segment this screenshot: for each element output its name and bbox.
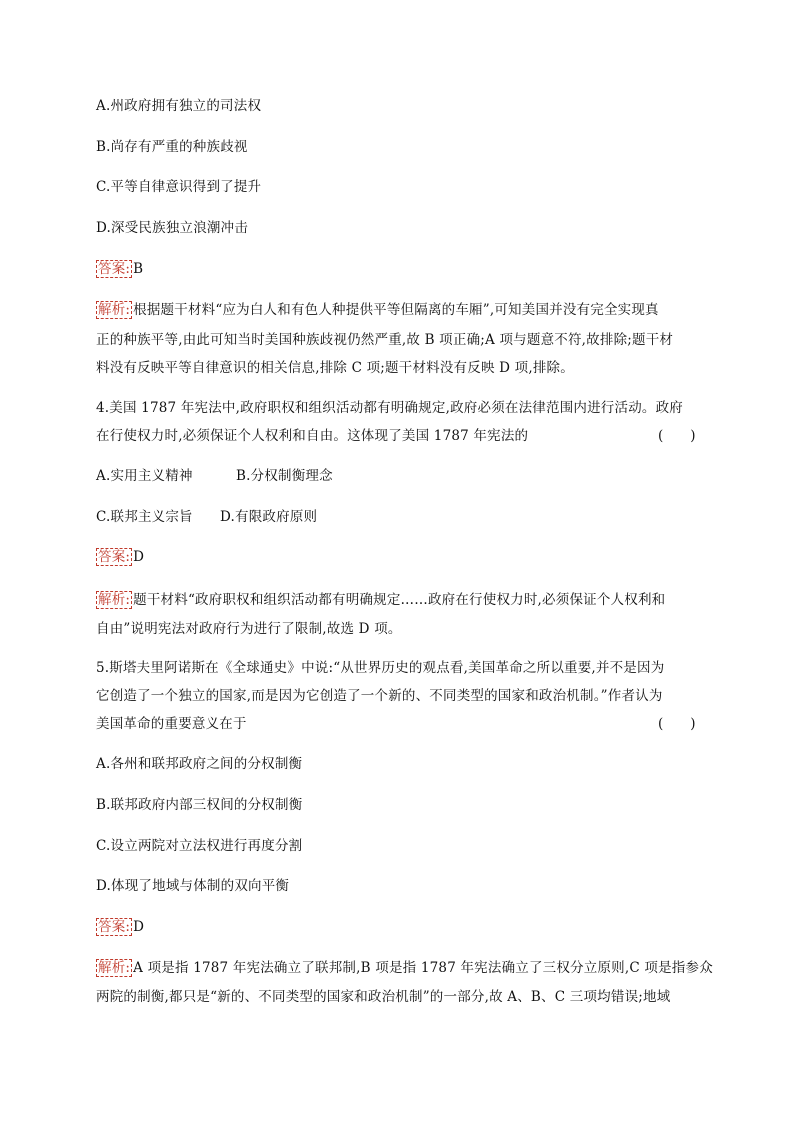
- answer-label: 答案:: [98, 919, 131, 935]
- q3-option-c: C.平等自律意识得到了提升: [96, 179, 262, 195]
- q5-stem-line-3: 美国革命的重要意义在于: [96, 716, 247, 732]
- answer-value: B: [133, 261, 144, 277]
- q3-option-d: D.深受民族独立浪潮冲击: [96, 220, 249, 236]
- q5-answer-paren: ( ): [658, 716, 696, 732]
- q4-answer-paren: ( ): [658, 428, 696, 444]
- q4-analysis-line-2: 自由”说明宪法对政府行为进行了限制,故选 D 项。: [96, 621, 402, 637]
- answer-label: 答案:: [98, 549, 131, 565]
- q4-stem-line-2: 在行使权力时,必须保证个人权利和自由。这体现了美国 1787 年宪法的: [96, 428, 529, 444]
- q5-analysis-line-1: [96, 958, 713, 978]
- q5-analysis-line-2: 两院的制衡,都只是“新的、不同类型的国家和政治机制”的一部分,故 A、B、C 三项均错误;地域: [96, 989, 671, 1005]
- q3-option-b: B.尚存有严重的种族歧视: [96, 139, 248, 155]
- q4-option-b: B.分权制衡理念: [236, 468, 333, 484]
- q3-analysis-line-3: 料没有反映平等自律意识的相关信息,排除 C 项;题干材料没有反映 D 项,排除。: [96, 360, 574, 376]
- answer-label: 答案:: [98, 261, 131, 277]
- analysis-label: 解析:: [98, 960, 131, 976]
- q5-answer: [96, 917, 144, 937]
- q4-option-c: C.联邦主义宗旨: [96, 509, 193, 525]
- q3-answer: [96, 259, 143, 279]
- analysis-text: 题干材料“政府职权和组织活动都有明确规定……政府在行使权力时,必须保证个人权利和: [133, 592, 666, 608]
- analysis-label: 解析:: [98, 302, 131, 318]
- q4-option-a: A.实用主义精神: [96, 468, 193, 484]
- analysis-text: A 项是指 1787 年宪法确立了联邦制,B 项是指 1787 年宪法确立了三权分立原则,C 项是指参众: [133, 960, 713, 976]
- q5-stem-line-1: 5.斯塔夫里阿诺斯在《全球通史》中说:“从世界历史的观点看,美国革命之所以重要,并不是因为: [96, 660, 665, 676]
- q5-stem-line-2: 它创造了一个独立的国家,而是因为它创造了一个新的、不同类型的国家和政治机制。”作者认为: [96, 688, 663, 704]
- q4-option-d: D.有限政府原则: [220, 509, 318, 525]
- q4-analysis-line-1: [96, 590, 665, 610]
- q5-option-b: B.联邦政府内部三权间的分权制衡: [96, 797, 303, 813]
- q3-analysis-line-1: [96, 300, 659, 320]
- q4-stem-line-1: 4.美国 1787 年宪法中,政府职权和组织活动都有明确规定,政府必须在法律范围内进行活动。政府: [96, 400, 684, 416]
- q5-option-c: C.设立两院对立法权进行再度分割: [96, 838, 303, 854]
- q4-options-row-1: [96, 466, 333, 486]
- q3-option-a: A.州政府拥有独立的司法权: [96, 98, 262, 114]
- q4-answer: [96, 547, 144, 567]
- analysis-text: 根据题干材料“应为白人和有色人种提供平等但隔离的车厢”,可知美国并没有完全实现真: [133, 302, 659, 318]
- analysis-label: 解析:: [98, 592, 131, 608]
- q3-analysis-line-2: 正的种族平等,由此可知当时美国种族歧视仍然严重,故 B 项正确;A 项与题意不符,故排除;题干材: [96, 332, 674, 348]
- q5-option-d: D.体现了地域与体制的双向平衡: [96, 878, 290, 894]
- answer-value: D: [133, 549, 145, 565]
- answer-value: D: [133, 919, 145, 935]
- q5-option-a: A.各州和联邦政府之间的分权制衡: [96, 756, 303, 772]
- q4-options-row-2: [96, 507, 317, 527]
